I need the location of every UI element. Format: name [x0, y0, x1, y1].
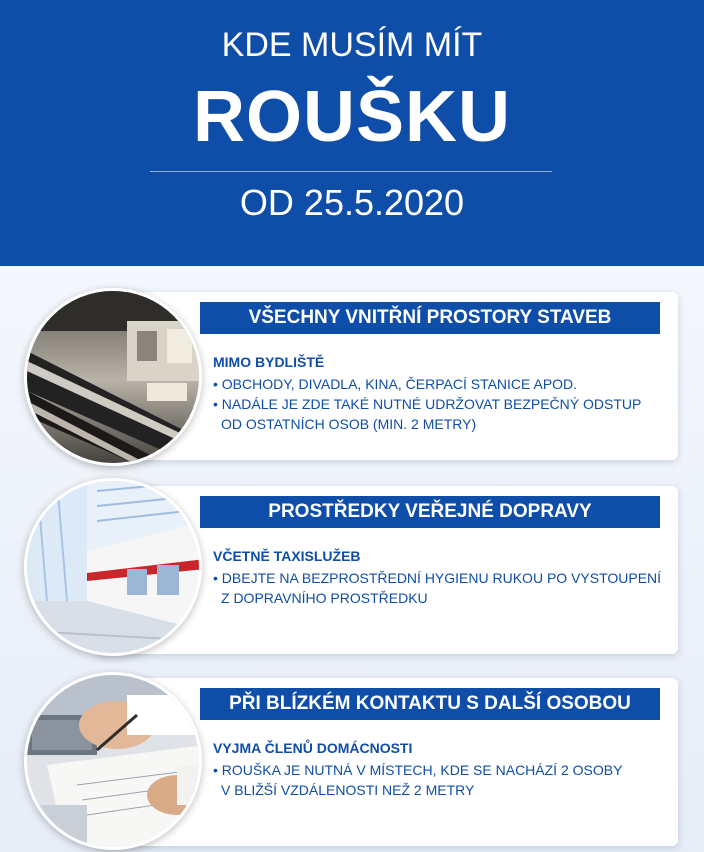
- header-line-1: KDE MUSÍM MÍT: [221, 26, 483, 64]
- bullet-item-continuation: OD OSTATNÍCH OSOB (MIN. 2 METRY): [221, 416, 477, 432]
- section-banner: PŘI BLÍZKÉM KONTAKTU S DALŠÍ OSOBOU: [200, 688, 660, 720]
- section-subtitle: VČETNĚ TAXISLUŽEB: [213, 548, 361, 564]
- section-bullets: [213, 374, 663, 434]
- header-date: OD 25.5.2020: [239, 182, 465, 223]
- section-banner: VŠECHNY VNITŘNÍ PROSTORY STAVEB: [200, 302, 660, 334]
- bullet-item: • NADÁLE JE ZDE TAKÉ NUTNÉ UDRŽOVAT BEZPEČNÝ ODSTUP: [213, 396, 642, 412]
- section-banner: PROSTŘEDKY VEŘEJNÉ DOPRAVY: [200, 496, 660, 528]
- header-banner: [0, 0, 704, 266]
- section-subtitle: MIMO BYDLIŠTĚ: [213, 354, 325, 370]
- header-title: ROUŠKU: [192, 77, 511, 157]
- bullet-item-continuation: V BLIŽŠÍ VZDÁLENOSTI NEŽ 2 METRY: [221, 782, 475, 798]
- bullet-item: • DBEJTE NA BEZPROSTŘEDNÍ HYGIENU RUKOU PO VYSTOUPENÍ: [213, 570, 662, 586]
- escalator-mall-photo: [24, 288, 202, 466]
- section-bullets: [213, 568, 663, 608]
- meeting-hands-photo: [24, 672, 202, 850]
- bullet-item: • OBCHODY, DIVADLA, KINA, ČERPACÍ STANICE APOD.: [213, 376, 578, 392]
- bullet-item-continuation: Z DOPRAVNÍHO PROSTŘEDKU: [221, 590, 428, 606]
- header-divider: [150, 171, 552, 172]
- metro-train-photo: [24, 478, 202, 656]
- section-subtitle: VYJMA ČLENŮ DOMÁCNOSTI: [213, 740, 413, 756]
- section-bullets: [213, 760, 663, 800]
- bullet-item: • ROUŠKA JE NUTNÁ V MÍSTECH, KDE SE NACHÁZÍ 2 OSOBY: [213, 762, 623, 778]
